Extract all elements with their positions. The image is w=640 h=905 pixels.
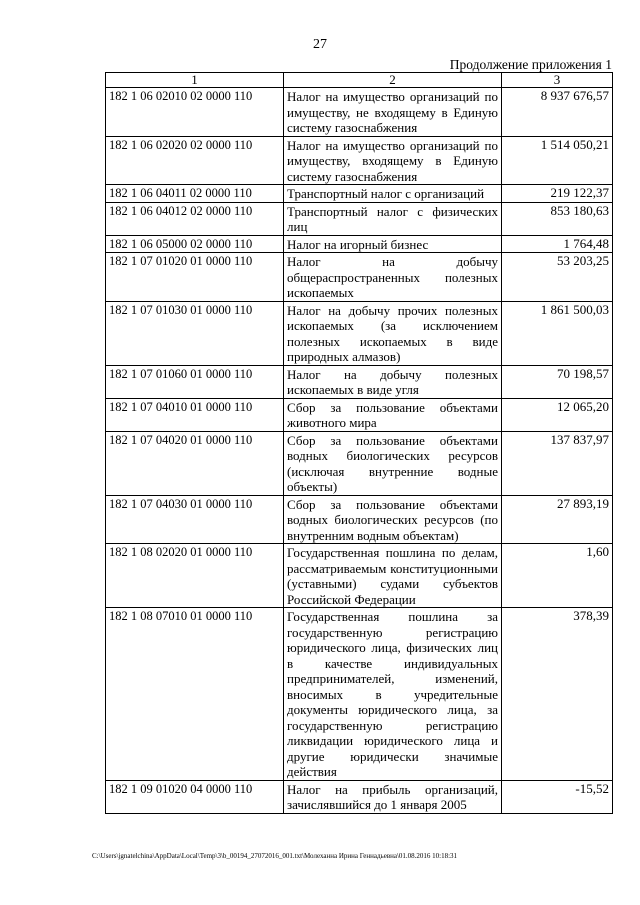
amount-cell: -15,52	[502, 780, 613, 813]
tax-name-cell: Налог на добычу общераспространенных полезных ископаемых	[284, 253, 502, 302]
table-row	[106, 88, 613, 137]
kbk-code-cell: 182 1 06 04012 02 0000 110	[106, 202, 284, 235]
table-row	[106, 431, 613, 495]
table-row	[106, 253, 613, 302]
tax-name-cell: Транспортный налог с организаций	[284, 185, 502, 203]
amount-cell: 853 180,63	[502, 202, 613, 235]
amount-cell: 378,39	[502, 608, 613, 781]
table-row	[106, 608, 613, 781]
table-row	[106, 235, 613, 253]
tax-name-cell: Налог на прибыль организаций, зачислявшийся до 1 января 2005	[284, 780, 502, 813]
kbk-code-cell: 182 1 07 01020 01 0000 110	[106, 253, 284, 302]
tax-name-cell: Сбор за пользование объектами водных биологических ресурсов (исключая внутренние водные объекты)	[284, 431, 502, 495]
amount-cell: 53 203,25	[502, 253, 613, 302]
kbk-code-cell: 182 1 07 04020 01 0000 110	[106, 431, 284, 495]
table-row	[106, 398, 613, 431]
tax-name-cell: Государственная пошлина за государственную регистрацию юридического лица, физических лиц в качестве индивидуальных предпринимателей, изменений, вносимых в учредительные документы юридического лица, за государственную регистрацию ликвидации юридического лица и другие юридически значимые действия	[284, 608, 502, 781]
table-row	[106, 136, 613, 185]
footer-file-path: C:\Users\jgnatelchina\AppData\Local\Temp\3\b_00194_27072016_001.txt\Молеханна Ирина Геннадьевна\01.08.2016 10:18:31	[92, 852, 458, 860]
amount-cell: 1 861 500,03	[502, 301, 613, 365]
kbk-code-cell: 182 1 06 05000 02 0000 110	[106, 235, 284, 253]
kbk-code-cell: 182 1 07 04030 01 0000 110	[106, 495, 284, 544]
tax-name-cell: Налог на игорный бизнес	[284, 235, 502, 253]
amount-cell: 70 198,57	[502, 365, 613, 398]
kbk-code-cell: 182 1 09 01020 04 0000 110	[106, 780, 284, 813]
column-header-2: 2	[284, 73, 502, 88]
header-row	[106, 73, 613, 88]
amount-cell: 12 065,20	[502, 398, 613, 431]
page-number: 27	[313, 37, 327, 52]
column-header-1: 1	[106, 73, 284, 88]
column-header-3: 3	[502, 73, 613, 88]
table-row	[106, 780, 613, 813]
kbk-code-cell: 182 1 06 04011 02 0000 110	[106, 185, 284, 203]
amount-cell: 1 764,48	[502, 235, 613, 253]
table-row	[106, 185, 613, 203]
tax-name-cell: Налог на имущество организаций по имуществу, не входящему в Единую систему газоснабжения	[284, 88, 502, 137]
kbk-code-cell: 182 1 07 04010 01 0000 110	[106, 398, 284, 431]
amount-cell: 1,60	[502, 544, 613, 608]
kbk-code-cell: 182 1 07 01030 01 0000 110	[106, 301, 284, 365]
kbk-code-cell: 182 1 08 07010 01 0000 110	[106, 608, 284, 781]
tax-name-cell: Налог на добычу полезных ископаемых в виде угля	[284, 365, 502, 398]
kbk-code-cell: 182 1 06 02020 02 0000 110	[106, 136, 284, 185]
table-row	[106, 365, 613, 398]
tax-name-cell: Сбор за пользование объектами водных биологических ресурсов (по внутренним водным объектам)	[284, 495, 502, 544]
amount-cell: 8 937 676,57	[502, 88, 613, 137]
table-row	[106, 301, 613, 365]
continuation-label: Продолжение приложения 1	[449, 57, 612, 72]
tax-table	[105, 72, 613, 814]
kbk-code-cell: 182 1 06 02010 02 0000 110	[106, 88, 284, 137]
amount-cell: 27 893,19	[502, 495, 613, 544]
kbk-code-cell: 182 1 08 02020 01 0000 110	[106, 544, 284, 608]
amount-cell: 219 122,37	[502, 185, 613, 203]
tax-name-cell: Сбор за пользование объектами животного мира	[284, 398, 502, 431]
amount-cell: 1 514 050,21	[502, 136, 613, 185]
tax-name-cell: Государственная пошлина по делам, рассматриваемым конституционными (уставными) судами субъектов Российской Федерации	[284, 544, 502, 608]
tax-name-cell: Налог на добычу прочих полезных ископаемых (за исключением полезных ископаемых в виде природных алмазов)	[284, 301, 502, 365]
kbk-code-cell: 182 1 07 01060 01 0000 110	[106, 365, 284, 398]
table-row	[106, 202, 613, 235]
table-row	[106, 544, 613, 608]
table-row	[106, 495, 613, 544]
amount-cell: 137 837,97	[502, 431, 613, 495]
tax-name-cell: Транспортный налог с физических лиц	[284, 202, 502, 235]
tax-name-cell: Налог на имущество организаций по имуществу, входящему в Единую систему газоснабжения	[284, 136, 502, 185]
